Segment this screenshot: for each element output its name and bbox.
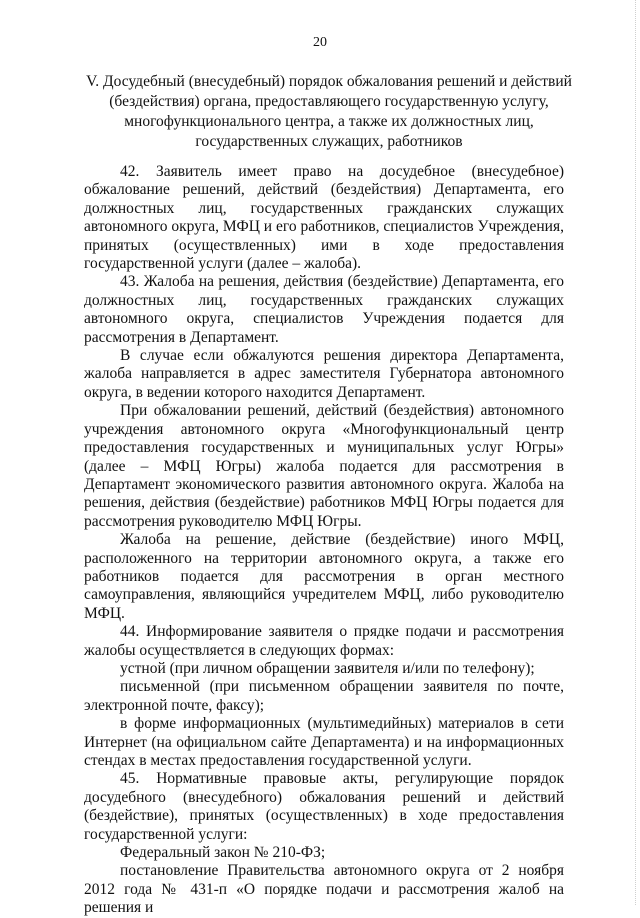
page-number: 20: [313, 35, 327, 50]
paragraph-44: 44. Информирование заявителя о прядке подачи и рассмотрения жалобы осуществляется в следующих формах:: [84, 623, 564, 659]
paragraph-resolution: постановление Правительства автономного округа от 2 ноября 2012 года № 431-п «О порядке подачи и рассмотрения жалоб на решения и: [84, 862, 564, 917]
paragraph-43: 43. Жалоба на решения, действия (бездействие) Департамента, его должностных лиц, государственных гражданских служащих автономного округа, специалистов Учреждения подается для рассмотрения в Департамент.: [84, 273, 564, 346]
paragraph-form-oral: устной (при личном обращении заявителя и/или по телефону);: [120, 659, 535, 677]
paragraph-director-complaint: В случае если обжалуются решения директора Департамента, жалоба направляется в адрес заместителя Губернатора автономного округа, в ведении которого находится Департамент.: [84, 347, 564, 401]
paragraph-federal-law: Федеральный закон № 210-ФЗ;: [120, 844, 326, 862]
section-heading: V. Досудебный (внесудебный) порядок обжалования решений и действий (бездействия) органа, предоставляющего государственную услугу, многофункционального центра, а также их должностных лиц, государственных служащих, работников: [86, 73, 572, 150]
paragraph-form-written: письменной (при письменном обращении заявителя по почте, электронной почте, факсу);: [84, 678, 564, 714]
paragraph-form-internet: в форме информационных (мультимедийных) материалов в сети Интернет (на официальном сайте Департамента) и на информационных стендах в местах предоставления государственной услуги.: [84, 715, 564, 769]
paragraph-45: 45. Нормативные правовые акты, регулирующие порядок досудебного (внесудебного) обжалования решений и действий (бездействие), принятых (осуществленных) в ходе предоставления государственной услуги:: [84, 770, 564, 843]
page-edge-mark: [634, 0, 636, 905]
paragraph-other-mfc: Жалоба на решение, действие (бездействие) иного МФЦ, расположенного на территории автономного округа, а также его работников подается для рассмотрения в орган местного самоуправления, являющийся учредителем МФЦ, либо руководителю МФЦ.: [84, 531, 564, 622]
paragraph-mfc-yugra: При обжаловании решений, действий (бездействия) автономного учреждения автономного округа «Многофункциональный центр предоставления государственных и муниципальных услуг Югры» (далее – МФЦ Югры) жалоба подается для рассмотрения в Департамент экономического развития автономного округа. Жалоба на решения, действия (бездействие) работников МФЦ Югры подается для рассмотрения руководителю МФЦ Югры.: [84, 402, 564, 530]
document-body: [84, 163, 564, 918]
paragraph-42: 42. Заявитель имеет право на досудебное (внесудебное) обжалование решений, действий (бездействия) Департамента, его должностных лиц, государственных гражданских служащих автономного округа, МФЦ и его работников, специалистов Учреждения, принятых (осуществленных) ими в ходе предоставления государственной услуги (далее – жалоба).: [84, 163, 564, 273]
